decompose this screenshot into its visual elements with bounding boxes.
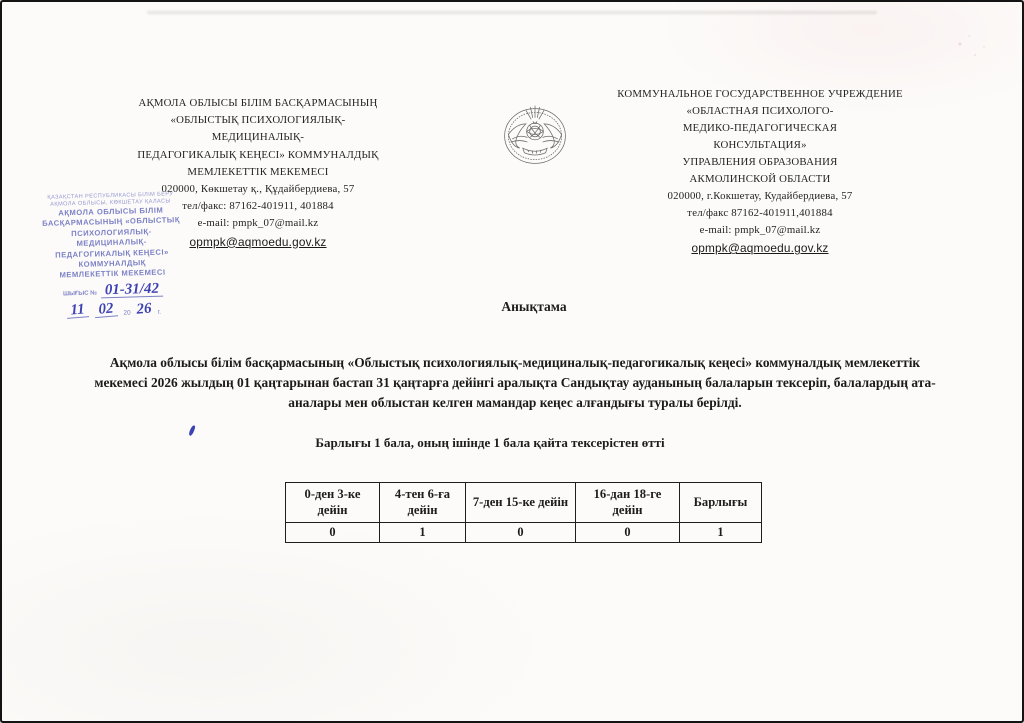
stamp-org-line: ПЕДАГОГИКАЛЫҚ КЕҢЕСІ»	[55, 247, 169, 260]
stamp-year-prefix: 20	[123, 309, 131, 317]
value-4-6: 1	[380, 523, 466, 543]
col-header-7-15: 7-ден 15-ке дейін	[466, 483, 576, 523]
org-phone: тел/факс: 87162-401911, 401884	[182, 200, 334, 213]
stamp-org-line: ПСИХОЛОГИЯЛЫҚ-	[71, 226, 152, 238]
scan-noise-artifact	[942, 22, 1002, 77]
stamp-register-row	[29, 280, 197, 300]
col-header-16-18: 16-дан 18-ге дейін	[576, 483, 680, 523]
org-name-line: АҚМОЛА ОБЛЫСЫ БІЛІМ БАСҚАРМАСЫНЫҢ	[138, 97, 378, 109]
value-0-3: 0	[286, 523, 380, 543]
stamp-org-line: БАСҚАРМАСЫНЫҢ «ОБЛЫСТЫҚ	[42, 215, 181, 229]
org-name-line: МЕМЛЕКЕТТІК МЕКЕМЕСІ	[187, 165, 329, 178]
stamp-date-suffix: г.	[157, 308, 162, 316]
value-total: 1	[680, 523, 762, 543]
handwritten-year: 26	[135, 300, 153, 318]
stamp-org-line: МЕДИЦИНАЛЫҚ-	[76, 237, 147, 249]
stamp-org-line: КОММУНАЛДЫҚ	[78, 258, 146, 269]
col-header-4-6: 4-тен 6-ға дейін	[380, 483, 466, 523]
org-name-line: МЕДИКО-ПЕДАГОГИЧЕСКАЯ	[682, 122, 838, 134]
table-header-row	[286, 483, 762, 523]
letterhead-russian-block	[588, 86, 932, 258]
table-values-row	[286, 523, 762, 543]
handwritten-register-number: 01-31/42	[101, 281, 164, 298]
org-address: 020000, г.Кокшетау, Кудайбердиева, 57	[667, 190, 853, 202]
org-name-line: КОНСУЛЬТАЦИЯ»	[713, 139, 807, 151]
org-name-line: «ОБЛЫСТЫҚ ПСИХОЛОГИЯЛЫҚ-	[170, 114, 346, 127]
org-name-line: ПЕДАГОГИКАЛЫҚ КЕҢЕСІ» КОММУНАЛДЫҚ	[137, 148, 379, 161]
handwritten-day: 11	[66, 302, 89, 319]
stamp-org-line: МЕМЛЕКЕТТІК МЕКЕМЕСІ	[59, 267, 166, 280]
org-name-line: МЕДИЦИНАЛЫҚ-	[211, 131, 305, 144]
summary-line: Барлығы 1 бала, оның ішінде 1 бала қайта тексерістен өтті	[315, 435, 665, 450]
col-header-0-3: 0-ден 3-ке дейін	[286, 483, 380, 523]
org-email: e-mail: pmpk_07@mail.kz	[699, 224, 821, 236]
org-name-line: АКМОЛИНСКОЙ ОБЛАСТИ	[689, 173, 831, 185]
value-16-18: 0	[576, 523, 680, 543]
stamp-tiny-line: АҚМОЛА ОБЛЫСЫ, КӨКШЕТАУ ҚАЛАСЫ	[50, 198, 171, 208]
stamp-register-label: ШЫҒЫС №	[62, 290, 97, 298]
org-address: 020000, Көкшетау қ., Құдайбердиева, 57	[161, 183, 355, 196]
stamp-org-line: АҚМОЛА ОБЛЫСЫ БІЛІМ	[58, 205, 164, 218]
scan-smudge-artifact	[147, 11, 877, 14]
kazakhstan-emblem-icon	[496, 98, 574, 174]
handwritten-month: 02	[94, 301, 118, 318]
stamp-tiny-line: ҚАЗАҚСТАН РЕСПУБЛИКАСЫ БІЛІМ БЕРУ	[47, 191, 174, 201]
age-statistics-table	[285, 482, 762, 543]
value-7-15: 0	[466, 523, 576, 543]
document-title: Анықтама	[501, 299, 567, 314]
org-name-line: «ОБЛАСТНАЯ ПСИХОЛОГО-	[686, 105, 834, 117]
document-body-paragraph: Ақмола облысы білім басқармасының «Облыстық психологиялық-медициналық-педагогикалық кеңесі» коммуналдық мемлекеттік мекемесі 2026 жылдың 01 қаңтарынан бастап 31 қаңтарға дейінгі аралықта Сандықтау ауданының балаларын тексеріп, балалардың ата-аналары мен облыстан келген мамандар кеңес алғандығы туралы берілді.	[94, 355, 936, 410]
org-email-underlined: opmpk@aqmoedu.gov.kz	[691, 241, 829, 255]
org-name-line: КОММУНАЛЬНОЕ ГОСУДАРСТВЕННОЕ УЧРЕЖДЕНИЕ	[617, 88, 903, 100]
org-email: e-mail: pmpk_07@mail.kz	[197, 217, 319, 230]
org-phone: тел/факс 87162-401911,401884	[687, 207, 833, 219]
org-name-line: УПРАВЛЕНИЯ ОБРАЗОВАНИЯ	[682, 156, 838, 168]
col-header-total: Барлығы	[680, 483, 762, 523]
org-email-underlined: opmpk@aqmoedu.gov.kz	[189, 234, 327, 249]
